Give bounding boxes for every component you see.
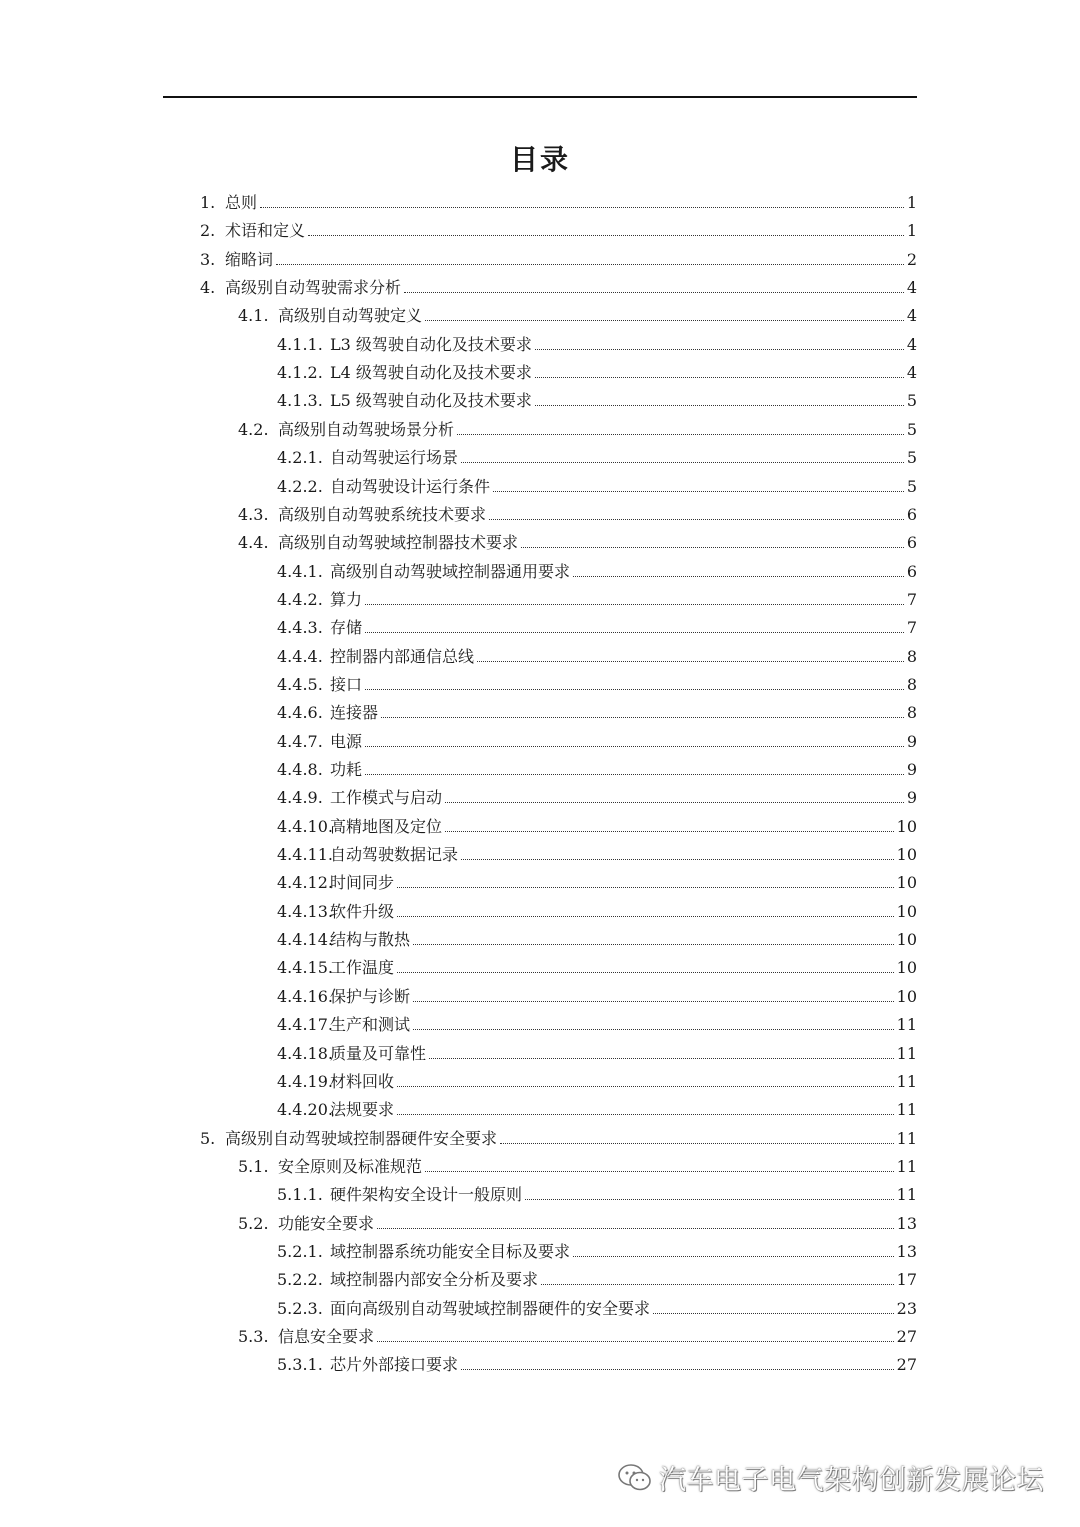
toc-leader-dots xyxy=(445,802,904,803)
toc-entry-number: 4.1.1. xyxy=(277,334,323,354)
toc-entry-title: 面向高级别自动驾驶域控制器硬件的安全要求 xyxy=(330,1298,651,1318)
toc-entry-page: 10 xyxy=(896,845,917,865)
toc-leader-dots xyxy=(653,1313,894,1314)
toc-entry[interactable] xyxy=(238,498,917,526)
toc-entry-title: 算力 xyxy=(330,589,363,609)
toc-entry-page: 5 xyxy=(906,448,917,468)
toc-entry-title: 缩略词 xyxy=(225,249,274,269)
toc-entry[interactable] xyxy=(277,1263,917,1291)
toc-entry-page: 11 xyxy=(896,1015,917,1035)
toc-entry-title: 硬件架构安全设计一般原则 xyxy=(330,1185,523,1205)
toc-leader-dots xyxy=(377,1341,894,1342)
toc-entry-number: 4. xyxy=(200,278,216,298)
toc-entry-page: 9 xyxy=(906,760,917,779)
toc-leader-dots xyxy=(377,1228,894,1229)
toc-entry-title: 信息安全要求 xyxy=(278,1327,375,1346)
toc-entry[interactable] xyxy=(277,725,917,753)
toc-entry-title: 术语和定义 xyxy=(225,221,306,241)
toc-entry-number: 5.2.2. xyxy=(277,1270,323,1290)
toc-leader-dots xyxy=(397,1086,894,1087)
toc-entry-title: 控制器内部通信总线 xyxy=(330,646,475,666)
toc-entry-page: 1 xyxy=(906,193,917,212)
toc-entry[interactable] xyxy=(200,186,917,214)
toc-entry-page: 7 xyxy=(906,618,917,638)
toc-entry-number: 4.4.2. xyxy=(277,589,323,609)
toc-entry-title: 接口 xyxy=(330,674,363,694)
toc-entry-number: 4.2. xyxy=(238,419,269,439)
toc-entry[interactable] xyxy=(238,526,917,554)
toc-entry-page: 9 xyxy=(906,731,917,751)
toc-entry-number: 4.4.13. xyxy=(277,901,333,921)
toc-leader-dots xyxy=(573,1256,894,1257)
toc-entry[interactable] xyxy=(238,1150,917,1178)
toc-entry-page: 10 xyxy=(896,986,917,1006)
toc-entry-number: 4.4.5. xyxy=(277,674,323,694)
toc-entry[interactable] xyxy=(277,611,917,639)
toc-entry-title: 高级别自动驾驶系统技术要求 xyxy=(278,504,487,524)
toc-entry-page: 13 xyxy=(896,1241,917,1261)
toc-entry[interactable] xyxy=(277,781,917,809)
toc-entry[interactable] xyxy=(277,951,917,979)
toc-leader-dots xyxy=(573,576,904,577)
toc-leader-dots xyxy=(413,1029,894,1030)
toc-entry-page: 9 xyxy=(906,788,917,808)
toc-entry-number: 4.4.20. xyxy=(277,1100,333,1120)
toc-entry-number: 5. xyxy=(200,1128,216,1148)
toc-entry[interactable] xyxy=(277,583,917,611)
toc-entry-page: 10 xyxy=(896,958,917,978)
toc-entry-page: 11 xyxy=(896,1185,917,1205)
toc-entry-page: 11 xyxy=(896,1043,917,1063)
toc-entry-number: 4.4.19. xyxy=(277,1071,333,1091)
toc-entry[interactable] xyxy=(277,384,917,412)
toc-entry[interactable] xyxy=(277,356,917,384)
toc-entry[interactable] xyxy=(277,1037,917,1065)
toc-entry-number: 5.2.1. xyxy=(277,1241,323,1261)
toc-entry-number: 4.4. xyxy=(238,533,269,553)
toc-leader-dots xyxy=(457,434,904,435)
toc-entry-title: 电源 xyxy=(330,731,363,751)
toc-entry-page: 17 xyxy=(896,1270,917,1290)
toc-entry-number: 4.4.15. xyxy=(277,958,333,978)
toc-entry-page: 23 xyxy=(896,1298,917,1318)
toc-leader-dots xyxy=(493,491,904,492)
toc-entry-title: 高精地图及定位 xyxy=(330,816,443,836)
toc-leader-dots xyxy=(308,235,904,236)
toc-entry[interactable] xyxy=(277,1348,917,1376)
toc-entry[interactable] xyxy=(277,1178,917,1206)
toc-entry-number: 4.1.2. xyxy=(277,363,323,383)
toc-entry[interactable] xyxy=(277,1235,917,1263)
toc-entry[interactable] xyxy=(277,980,917,1008)
toc-entry-page: 6 xyxy=(906,533,917,553)
toc-entry-title: L3 级驾驶自动化及技术要求 xyxy=(330,334,532,354)
toc-entry-title: 材料回收 xyxy=(330,1071,395,1091)
toc-entry-title: 功能安全要求 xyxy=(278,1213,375,1233)
toc-leader-dots xyxy=(445,831,894,832)
toc-entry[interactable] xyxy=(277,923,917,951)
toc-entry-page: 4 xyxy=(906,334,917,354)
wechat-icon xyxy=(617,1463,653,1493)
toc-entry-title: 高级别自动驾驶域控制器通用要求 xyxy=(330,561,571,581)
toc-entry[interactable] xyxy=(277,1065,917,1093)
toc-entry-number: 5.1.1. xyxy=(277,1185,323,1205)
toc-leader-dots xyxy=(365,689,904,690)
toc-entry-title: 自动驾驶运行场景 xyxy=(330,448,459,468)
toc-entry-title: 工作温度 xyxy=(330,958,395,978)
toc-entry-number: 4.4.6. xyxy=(277,703,323,723)
toc-entry-number: 5.3. xyxy=(238,1327,269,1346)
toc-entry-title: 芯片外部接口要求 xyxy=(330,1355,459,1375)
toc-entry-number: 4.4.14. xyxy=(277,930,333,950)
toc-entry[interactable] xyxy=(200,1122,917,1150)
toc-entry[interactable] xyxy=(277,810,917,838)
toc-leader-dots xyxy=(397,1114,894,1115)
toc-entry-title: 生产和测试 xyxy=(330,1015,411,1035)
toc-entry-number: 4.4.11. xyxy=(277,845,333,865)
toc-entry-number: 5.2.3. xyxy=(277,1298,323,1318)
toc-entry-page: 8 xyxy=(906,674,917,694)
toc-entry-page: 27 xyxy=(896,1327,917,1346)
toc-entry-page: 11 xyxy=(896,1071,917,1091)
toc-leader-dots xyxy=(429,1058,894,1059)
toc-entry-title: L5 级驾驶自动化及技术要求 xyxy=(330,391,532,411)
toc-leader-dots xyxy=(276,264,904,265)
toc-entry-number: 5.1. xyxy=(238,1156,269,1176)
toc-entry[interactable] xyxy=(277,640,917,668)
toc-entry-number: 1. xyxy=(200,193,216,212)
toc-entry[interactable] xyxy=(238,1207,917,1235)
toc-entry[interactable] xyxy=(238,299,917,327)
toc-entry-number: 5.3.1. xyxy=(277,1355,323,1375)
toc-entry-number: 4.4.17. xyxy=(277,1015,333,1035)
toc-entry-page: 1 xyxy=(906,221,917,241)
toc-entry-title: 自动驾驶设计运行条件 xyxy=(330,476,491,496)
toc-entry[interactable] xyxy=(277,838,917,866)
toc-entry[interactable] xyxy=(277,328,917,356)
toc-entry[interactable] xyxy=(200,271,917,299)
toc-leader-dots xyxy=(365,632,904,633)
toc-entry-number: 4.4.12. xyxy=(277,873,333,893)
toc-leader-dots xyxy=(381,717,904,718)
toc-leader-dots xyxy=(365,604,904,605)
toc-entry-number: 4.4.8. xyxy=(277,760,323,779)
toc-entry-number: 3. xyxy=(200,249,216,269)
toc-entry-title: 存储 xyxy=(330,618,363,638)
toc-entry-number: 4.1.3. xyxy=(277,391,323,411)
watermark-text: 汽车电子电气架构创新发展论坛 xyxy=(659,1465,1044,1496)
toc-entry-number: 4.4.9. xyxy=(277,788,323,808)
toc-leader-dots xyxy=(397,972,894,973)
toc-entry-page: 10 xyxy=(896,901,917,921)
toc-entry-page: 2 xyxy=(906,249,917,269)
toc-leader-dots xyxy=(404,292,904,293)
toc-entry-page: 4 xyxy=(906,278,917,298)
toc-leader-dots xyxy=(461,859,894,860)
toc-entry-number: 4.4.7. xyxy=(277,731,323,751)
toc-leader-dots xyxy=(365,774,904,775)
toc-entry[interactable] xyxy=(277,696,917,724)
toc-leader-dots xyxy=(461,1369,894,1370)
toc-entry-page: 8 xyxy=(906,703,917,723)
toc-entry[interactable] xyxy=(277,895,917,923)
toc-entry-title: 高级别自动驾驶域控制器硬件安全要求 xyxy=(225,1128,498,1148)
toc-entry-page: 8 xyxy=(906,646,917,666)
toc-entry-page: 6 xyxy=(906,561,917,581)
toc-entry-page: 10 xyxy=(896,873,917,893)
toc-leader-dots xyxy=(365,746,904,747)
toc-entry[interactable] xyxy=(238,413,917,441)
toc-leader-dots xyxy=(260,207,904,208)
toc-entry-number: 4.4.1. xyxy=(277,561,323,581)
toc-leader-dots xyxy=(489,519,904,520)
toc-entry-title: 保护与诊断 xyxy=(330,986,411,1006)
toc-entry[interactable] xyxy=(277,470,917,498)
toc-entry-title: 法规要求 xyxy=(330,1100,395,1120)
toc-leader-dots xyxy=(535,377,904,378)
toc-entry-page: 27 xyxy=(896,1355,917,1375)
toc-entry-title: 功耗 xyxy=(330,760,363,779)
toc-entry-title: 结构与散热 xyxy=(330,930,411,950)
toc-entry[interactable] xyxy=(277,668,917,696)
toc-entry-number: 4.4.4. xyxy=(277,646,323,666)
toc-entry-page: 5 xyxy=(906,391,917,411)
toc-leader-dots xyxy=(535,349,904,350)
toc-entry-title: 高级别自动驾驶场景分析 xyxy=(278,419,455,439)
toc-entry-title: 高级别自动驾驶域控制器技术要求 xyxy=(278,533,519,553)
toc-entry-title: 高级别自动驾驶定义 xyxy=(278,306,423,326)
toc-entry-title: 工作模式与启动 xyxy=(330,788,443,808)
toc-entry-title: 自动驾驶数据记录 xyxy=(330,845,459,865)
toc-entry[interactable] xyxy=(277,866,917,894)
toc-leader-dots xyxy=(477,661,904,662)
toc-entry[interactable] xyxy=(277,1008,917,1036)
toc-entry[interactable] xyxy=(277,1093,917,1121)
toc-entry-number: 4.2.2. xyxy=(277,476,323,496)
toc-entry-number: 4.4.3. xyxy=(277,618,323,638)
toc-entry-page: 11 xyxy=(896,1100,917,1120)
toc-entry-title: 安全原则及标准规范 xyxy=(278,1156,423,1176)
toc-entry-number: 4.3. xyxy=(238,504,269,524)
toc-entry-page: 4 xyxy=(906,306,917,326)
toc-entry[interactable] xyxy=(238,1320,917,1348)
toc-entry-page: 7 xyxy=(906,589,917,609)
toc-entry-page: 11 xyxy=(896,1156,917,1176)
toc-entry-page: 5 xyxy=(906,476,917,496)
toc-entry-page: 11 xyxy=(896,1128,917,1148)
toc-entry-page: 4 xyxy=(906,363,917,383)
toc-entry-page: 13 xyxy=(896,1213,917,1233)
toc-leader-dots xyxy=(521,547,904,548)
toc-entry[interactable] xyxy=(200,214,917,242)
toc-entry-number: 4.4.10. xyxy=(277,816,333,836)
toc-entry-title: 连接器 xyxy=(330,703,379,723)
toc-leader-dots xyxy=(397,887,894,888)
toc-entry-title: 总则 xyxy=(225,193,258,212)
toc-entry[interactable] xyxy=(277,1292,917,1320)
toc-leader-dots xyxy=(525,1199,894,1200)
toc-leader-dots xyxy=(413,1001,894,1002)
page-title: 目录 xyxy=(509,143,570,176)
toc-entry-title: L4 级驾驶自动化及技术要求 xyxy=(330,363,532,383)
watermark xyxy=(617,1458,1044,1497)
toc-entry-title: 域控制器系统功能安全目标及要求 xyxy=(330,1241,571,1261)
toc-entry-number: 4.2.1. xyxy=(277,448,323,468)
toc-entry-title: 时间同步 xyxy=(330,873,395,893)
toc-leader-dots xyxy=(425,1171,894,1172)
toc-leader-dots xyxy=(397,916,894,917)
toc-entry-title: 软件升级 xyxy=(330,901,395,921)
toc-entry-title: 高级别自动驾驶需求分析 xyxy=(225,278,402,298)
toc-entry-page: 10 xyxy=(896,816,917,836)
toc-entry-number: 5.2. xyxy=(238,1213,269,1233)
toc-entry[interactable] xyxy=(200,243,917,271)
toc-leader-dots xyxy=(535,405,904,406)
toc-entry[interactable] xyxy=(277,753,917,781)
toc-entry-number: 4.1. xyxy=(238,306,269,326)
toc-leader-dots xyxy=(461,462,904,463)
toc-entry-number: 4.4.18. xyxy=(277,1043,333,1063)
toc-entry-number: 4.4.16. xyxy=(277,986,333,1006)
toc-entry-title: 质量及可靠性 xyxy=(330,1043,427,1063)
toc-entry[interactable] xyxy=(277,441,917,469)
toc-entry-page: 6 xyxy=(906,504,917,524)
toc-entry-title: 域控制器内部安全分析及要求 xyxy=(330,1270,539,1290)
toc-entry-number: 2. xyxy=(200,221,216,241)
header-rule xyxy=(163,96,917,98)
toc-leader-dots xyxy=(425,320,904,321)
toc-entry-page: 5 xyxy=(906,419,917,439)
toc-leader-dots xyxy=(500,1143,894,1144)
toc-entry[interactable] xyxy=(277,555,917,583)
toc-leader-dots xyxy=(541,1284,894,1285)
toc-entry-page: 10 xyxy=(896,930,917,950)
toc-leader-dots xyxy=(413,944,894,945)
